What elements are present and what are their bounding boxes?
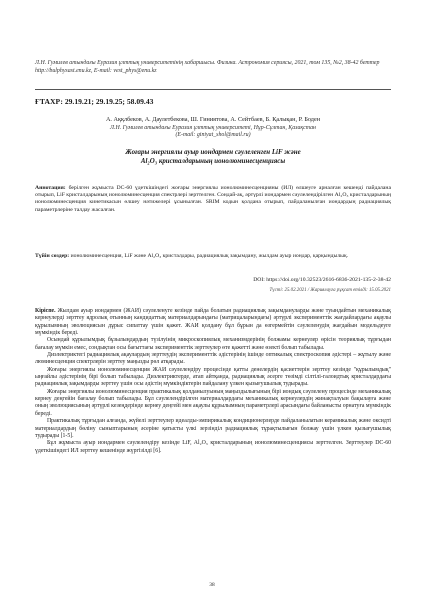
paragraph — [35, 352, 391, 367]
journal-line: Л.Н. Гумилев атындағы Еуразия ұлттық университетінің хабаршысы. Физика. Астрономия сериясы, 2021, том 135, №2, 38-42 беттер — [35, 60, 380, 66]
paragraph-text: Жоғары энергиялы ионолюминесценция практикалық қолданылуының маңыздылығының бірі иондық сәулелену процесінде механикалық кернеу деңгейін бағалау болып табылады. Бұл сәулелендірілген материалдардағы механикалық кернеулердің жинақталуын бақылауға және оның эволюциясының әртүрлі кезеңдерінде кернеу деңгейі мен ақаулы құрылымның параметрлері арасындағы байланысты орнатуға мүмкіндік береді. — [35, 388, 391, 417]
paragraph-text: Бұл жұмыста ауыр иондармен сәулелендіру кезінде LiF, Al₂O₃ кристалдарының ионолюминесценциясы зерттелген. Зерттеулер DC-60 үдеткішіндегі ИЛ зерттеу кешенінде жүргізілді [6]. — [35, 440, 391, 454]
paragraph — [35, 308, 391, 337]
paragraph — [35, 337, 391, 352]
journal-info — [35, 60, 395, 75]
doi-link[interactable]: DOI: https://doi.org/10.32523/2616-6836-2021-135-2-38-42 — [253, 277, 391, 283]
abstract-label: Аннотация: — [35, 185, 66, 191]
affiliation-block — [35, 125, 391, 139]
paragraph — [35, 440, 391, 455]
paragraph — [35, 389, 391, 418]
contact-email: (E-mail: giniyat_shol@mail.ru) — [175, 132, 251, 139]
title-line-1: Жоғары энергиялы ауыр иондармен сәулеленген LiF және — [125, 149, 301, 156]
keywords-text: ионолюминесценция, LiF және Al₂O₃ кристалдары, радиациялық зақымдану, жылдам ауыр иондар, қарқындылық. — [70, 253, 349, 259]
keywords-label: Түйін сөздер: — [35, 253, 70, 259]
paragraph-text: Осындай құрылымдық бұзылыңдардың түзілуінің микроскопиялық механизмдерінің болжамы кернеулер өрісін теориялық тұрғыдан бағалау мүмкін емес, сондықтан осы бағыттағы эксперименттік зерттеулер өте қажетті және өзекті болып табылады. — [35, 337, 391, 351]
title-line-2: Al₂O₃ кристалдарының ионолюминесценциясы — [140, 157, 286, 165]
abstract-text: берілген жұмыста DC-60 үдеткішіндегі жоғары энергиялы ионолюминесценцияны (ИЛ) өлшеуге арналған кешенді пайдалана отырып, LiF кристалдарының ионолюминесценция спектрлері зерттелген. Сондай-ақ, әртүрлі иондармен сәулелендірілген Al₂O₃ кристалдарының ионолюминесценция кинетикасын өлшеу нәтижелері ұсынылған. SRIM кодын қолдана отырып, пайдаланылған иондардың радиациялық параметрлеріне талдау жасалған. — [35, 185, 391, 213]
page-number: 38 — [209, 582, 215, 588]
paragraph — [35, 418, 391, 440]
paragraph-text: Жоғары энергиялы ионолюминесценция ЖАИ сәулелендіру процесінде қатты денелердің қасиеттерін зерттеу кезінде "құрылымдық" ыңғайлы әдістерінің бірі болып табылады. Диэлектриктерде, атап айтқанда, радиациялық әсерге төзімді сілтілі-галоидтық кристалдардағы радиациялық зақымдарды зерттеу үшін осы әдістің мүмкіндіктерін пайдалану үлкен қызығушылық тудырады. — [35, 366, 391, 388]
keywords — [35, 253, 391, 260]
section-lead: Кіріспе. — [35, 308, 56, 314]
journal-links: http://bulphysast.enu.kz, E-mail: vest_phys@enu.kz — [35, 67, 157, 74]
affiliation: Л.Н. Гумилев атындағы Еуразия ұлттық университеті, Нұр-Сұлтан, Қазақстан — [110, 125, 316, 131]
article-body — [35, 308, 391, 455]
paragraph — [35, 367, 391, 389]
paragraph-text: Практикалық тұрғыдан алғанда, жүйелі зерттеулер идеалды-эмпирикалық кондиционерлерде пайдаланылатын керамикалық және оксидті материалдардың бөліну сыныптарының әсеріне қатысты үлкі зерзінділ радиациялық тұрақтылығын болжау үшін үлкен қызығушылық тудырады [1-5]. — [35, 418, 391, 439]
authors: А. Аққлбеков, А. Даулетбекова, Ш. Гиниятова, А. Сейтбаев, Б. Қалықан, Р. Боден — [105, 116, 321, 123]
article-title — [35, 149, 391, 166]
abstract — [35, 185, 391, 214]
paragraph-text: Жылдам ауыр иондармен (ЖАИ) сәулеленуге кезінде пайда болатын радиациялық зақымдануларды және туындайтын механикалық кернеулерді зерттеу ядролық отынның кандидаттық материалдарындағы (матрицаларындағы) әртүрлі эксперименттік жағдайлардағы ақаулы құрылымның эволюциясын дұрыс сипаттау үшін қажет. ЖАИ қолдану бұл бұрын да өзгермейтін сәулеленудің жағдайын модельдеуге мүмкіндік береді. — [35, 308, 391, 337]
header-divider — [35, 89, 391, 90]
submission-dates: Түсті: 25.02.2021 / Жариялауға рұқсат етілді: 15.05.2021 — [269, 288, 391, 293]
paragraph-text: Диэлектриктегі радиациялық ақаулардың зерттеудің эксперименттік әдістерінің ішінде оптикалық спектроскопия әдістері – жұтылу және люминесценция спектрлерін зерттеу маңызды рөл атқарады. — [35, 352, 391, 366]
gtahr-codes: ҒТАХР: 29.19.21; 29.19.25; 58.09.43 — [35, 97, 154, 106]
